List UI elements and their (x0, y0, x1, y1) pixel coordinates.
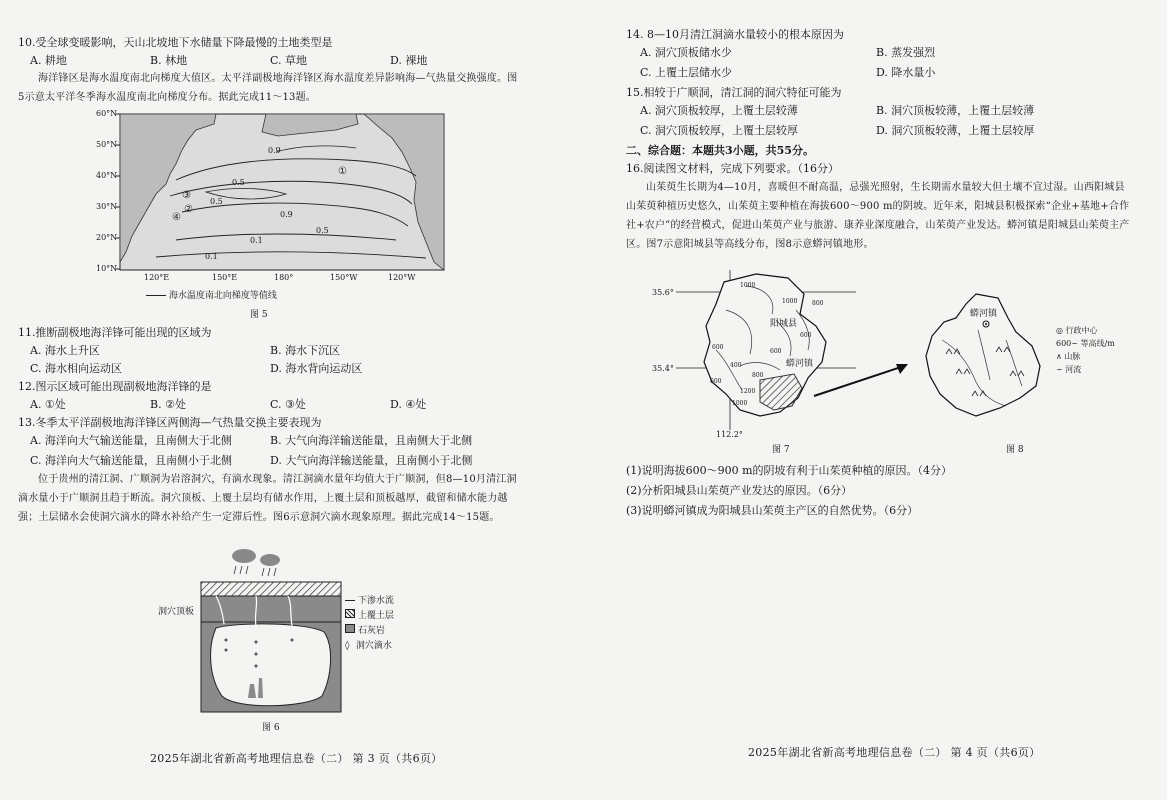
lat-35-4: 35.4° (652, 364, 674, 373)
q12-option-d: D. ④处 (390, 398, 427, 411)
legend-item (345, 609, 394, 624)
figure-8-caption: 图 8 (1006, 445, 1024, 455)
contour-label: 1000 (782, 298, 798, 305)
legend-line (146, 295, 166, 296)
page-3-footer: 2025年湖北省新高考地理信息卷（二） 第 3 页（共6页） (150, 752, 443, 765)
q12-option-a: A. ①处 (30, 398, 66, 411)
legend-item (345, 624, 394, 639)
contour-label: 1000 (740, 282, 756, 289)
section-2-heading: 二、综合题：本题共3小题，共55分。 (626, 144, 814, 157)
contour-label: 800 (752, 372, 764, 379)
legend-item (1056, 350, 1115, 363)
legend-contour-value: 600 (1056, 339, 1072, 348)
q16-sub-1: (1)说明海拔600～900 m的阴坡有利于山茱萸种植的原因。（4分） (626, 464, 952, 477)
marker-1: ① (338, 166, 347, 177)
lat-50n: 50°N (96, 140, 118, 149)
contour-label: 800 (812, 300, 824, 307)
contour-label: 600 (712, 344, 724, 351)
figure-6-svg (196, 546, 346, 716)
contour-label: 400 (730, 362, 742, 369)
lon-150e: 150°E (212, 273, 238, 282)
contour-label: 0.1 (205, 252, 218, 261)
q11-stem: 11.推断副极地海洋锋可能出现的区域为 (18, 326, 212, 339)
county-label: 阳城县 (770, 319, 798, 329)
intro-14-15: 位于贵州的清江洞、广顺洞为岩溶洞穴，有滴水现象。清江洞滴水量年均值大于广顺洞，但8—10月清江洞滴水量小于广顺洞且趋于断流。洞穴顶板、上覆土层均有储水作用，上覆土层和顶板越厚，截留和储水能力越强；土层储水会使洞穴滴水的降水补给产生一定滞后性。图6示意洞穴滴水现象原理。据此完成14～15题。 (18, 474, 517, 523)
q14-option-c: C. 上覆土层储水少 (640, 66, 733, 79)
contour-label: 600 (710, 378, 722, 385)
contour-label: 600 (770, 348, 782, 355)
page-4-footer: 2025年湖北省新高考地理信息卷（二） 第 4 页（共6页） (748, 746, 1041, 759)
q10-option-d: D. 裸地 (390, 54, 428, 67)
legend-item (1056, 363, 1115, 376)
figure-5-svg (96, 112, 448, 272)
contour-label: 1200 (740, 388, 756, 395)
q10-option-c: C. 草地 (270, 54, 308, 67)
legend-contour: 等高线/m (1080, 339, 1115, 348)
lon-120e: 120°E (144, 273, 170, 282)
legend-item (345, 594, 394, 609)
town-label: 蟒河镇 (786, 359, 814, 369)
contour-label: 0.5 (316, 226, 329, 235)
q16-sub-2: (2)分析阳城县山茱萸产业发达的原因。（6分） (626, 484, 853, 497)
q13-option-a: A. 海洋向大气输送能量，且南侧大于北侧 (30, 434, 232, 447)
q10-option-a: A. 耕地 (30, 54, 67, 67)
contour-label: 0.9 (280, 210, 293, 219)
figure-5-map (96, 112, 448, 272)
lat-20n: 20°N (96, 233, 118, 242)
q13-stem: 13.冬季太平洋副极地海洋锋区两侧海—气热量交换主要表现为 (18, 416, 322, 429)
q11-option-c: C. 海水相向运动区 (30, 362, 123, 375)
q16-stem: 16.阅读图文材料，完成下列要求。（16分） (626, 162, 839, 175)
q12-stem: 12.图示区域可能出现副极地海洋锋的是 (18, 380, 212, 393)
figure-8-legend (1056, 324, 1115, 376)
contour-line-icon: ~ (1071, 339, 1078, 348)
figure-6-legend (345, 594, 394, 654)
q14-option-b: B. 蒸发强烈 (876, 46, 936, 59)
contour-label: 1000 (732, 400, 748, 407)
q15-stem: 15.相较于广顺洞，清江洞的洞穴特征可能为 (626, 86, 842, 99)
contour-label: 0.1 (250, 236, 263, 245)
legend-river: 河流 (1065, 365, 1082, 374)
lon-180: 180° (274, 273, 294, 282)
q13-option-b: B. 大气向海洋输送能量，且南侧大于北侧 (270, 434, 473, 447)
q15-option-a: A. 洞穴顶板较厚，上覆土层较薄 (640, 104, 798, 117)
figure-5-legend (146, 288, 277, 301)
q16-sub-3: (3)说明蟒河镇成为阳城县山茱萸主产区的自然优势。（6分） (626, 504, 919, 517)
admin-center-icon: ◎ (1056, 326, 1063, 335)
q16-material: 山茱萸生长期为4—10月，喜暖但不耐高温，忌强光照射，生长期需水量较大但土壤不宜过湿。山西阳城县山茱萸种植历史悠久，山茱萸主要种植在海拔600～900 m的阴坡。近年来，阳城县积极探索“企业+基地+合作社+农户”的经营模式，促进山茱萸产业与旅游、康养业深度融合，山茱萸产业发达。蟒河镇是阳城县山茱萸主产区。图7示意阳城县等高线分布，图8示意蟒河镇地形。 (626, 182, 1130, 250)
lat-35-6: 35.6° (652, 288, 674, 297)
figure-6-caption: 图 6 (262, 723, 280, 733)
q14-stem: 14. 8—10月清江洞滴水量较小的根本原因为 (626, 28, 844, 41)
q13-option-d: D. 大气向海洋输送能量，且南侧小于北侧 (270, 454, 473, 467)
q12-option-c: C. ③处 (270, 398, 306, 411)
contour-label: 0.5 (210, 197, 223, 206)
q13-option-c: C. 海洋向大气输送能量，且南侧小于北侧 (30, 454, 233, 467)
legend-item (1056, 324, 1115, 337)
q14-option-d: D. 降水量小 (876, 66, 936, 79)
contour-label: 600 (800, 332, 812, 339)
marker-4: ④ (172, 212, 181, 223)
legend-limestone: 石灰岩 (357, 626, 385, 636)
lon-150w: 150°W (330, 273, 358, 282)
legend-text: 海水温度南北向梯度等值线 (168, 291, 277, 301)
lat-30n: 30°N (96, 202, 118, 211)
marker-2: ② (184, 204, 193, 215)
contour-label: 0.5 (232, 178, 245, 187)
q14-option-a: A. 洞穴顶板储水少 (640, 46, 732, 59)
legend-admin: 行政中心 (1065, 326, 1098, 335)
q15-option-c: C. 洞穴顶板较厚，上覆土层较厚 (640, 124, 799, 137)
figure-5-caption: 图 5 (250, 310, 268, 320)
lat-10n: 10°N (96, 264, 118, 273)
legend-drip: 洞穴滴水 (355, 641, 392, 651)
legend-seepage: 下渗水流 (357, 596, 394, 606)
lon-120w: 120°W (388, 273, 416, 282)
fig8-town-label: 蟒河镇 (970, 309, 998, 319)
q12-option-b: B. ②处 (150, 398, 186, 411)
legend-mountain: 山脉 (1064, 352, 1081, 361)
lon-112-2: 112.2° (716, 430, 743, 439)
legend-soil: 上覆土层 (357, 611, 394, 621)
legend-item: ◊ 洞穴滴水 (345, 641, 392, 651)
river-icon: ∽ (1056, 365, 1063, 374)
arrow-to-fig8 (812, 360, 912, 400)
cave-roof-label: 洞穴顶板 (158, 607, 195, 617)
figure-7-map (676, 270, 856, 430)
q10-stem: 10.受全球变暖影响，天山北坡地下水储量下降最慢的土地类型是 (18, 36, 333, 49)
contour-label: 0.9 (268, 146, 281, 155)
q15-option-d: D. 洞穴顶板较薄，上覆土层较厚 (876, 124, 1035, 137)
marker-3: ③ (182, 190, 191, 201)
legend-item (1056, 337, 1115, 350)
q11-option-a: A. 海水上升区 (30, 344, 100, 357)
figure-7-svg (676, 270, 856, 430)
figure-7-caption: 图 7 (772, 445, 790, 455)
lat-60n: 60°N (96, 109, 118, 118)
intro-11-13: 海洋锋区是海水温度南北向梯度大值区。太平洋副极地海洋锋区海水温度差异影响海—气热量交换强度。图5示意太平洋冬季海水温度南北向梯度分布。据此完成11～13题。 (18, 73, 518, 103)
q15-option-b: B. 洞穴顶板较薄，上覆土层较薄 (876, 104, 1035, 117)
lat-40n: 40°N (96, 171, 118, 180)
q10-option-b: B. 林地 (150, 54, 188, 67)
mountain-icon: ∧ (1056, 352, 1062, 361)
q11-option-d: D. 海水背向运动区 (270, 362, 363, 375)
q11-option-b: B. 海水下沉区 (270, 344, 341, 357)
figure-6-diagram (196, 546, 346, 716)
